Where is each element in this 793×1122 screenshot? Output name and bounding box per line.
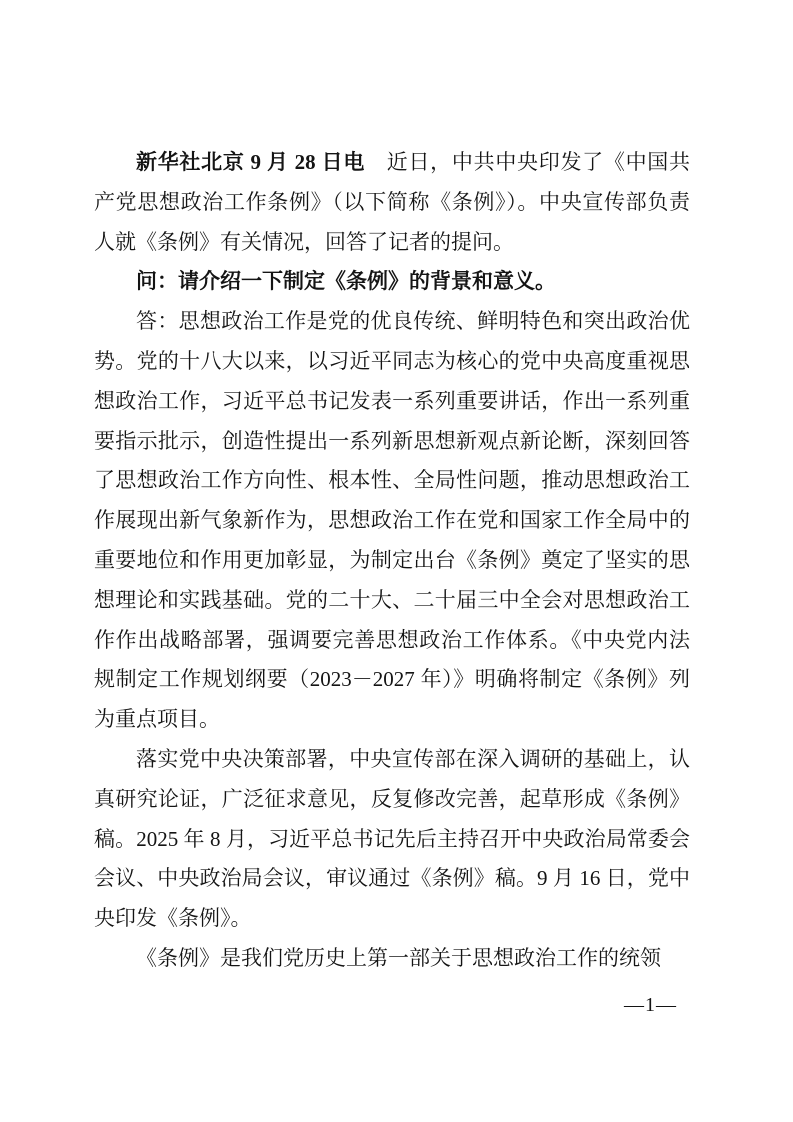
document-body <box>94 143 690 979</box>
dateline: 新华社北京 9 月 28 日电 <box>136 150 366 174</box>
page-number: —1— <box>624 994 677 1016</box>
answer-paragraph-background: 答：思想政治工作是党的优良传统、鲜明特色和突出政治优势。党的十八大以来，以习近平同志为核心的党中央高度重视思想政治工作，习近平总书记发表一系列重要讲话，作出一系列重要指示批示，创造性提出一系列新思想新观点新论断，深刻回答了思想政治工作方向性、根本性、全局性问题，推动思想政治工作展现出新气象新作为，思想政治工作在党和国家工作全局中的重要地位和作用更加彰显，为制定出台《条例》奠定了坚实的思想理论和实践基础。党的二十大、二十届三中全会对思想政治工作作出战略部署，强调要完善思想政治工作体系。《中央党内法规制定工作规划纲要（2023－2027 年）》明确将制定《条例》列为重点项目。 <box>94 309 690 732</box>
answer-paragraph-drafting: 落实党中央决策部署，中央宣传部在深入调研的基础上，认真研究论证，广泛征求意见，反复修改完善，起草形成《条例》稿。2025 年 8 月，习近平总书记先后主持召开中央政治局常委会会议、中央政治局会议，审议通过《条例》稿。9 月 16 日，党中央印发《条例》。 <box>94 746 690 931</box>
answer-paragraph-significance: 《条例》是我们党历史上第一部关于思想政治工作的统领 <box>136 945 661 970</box>
question-line: 问：请介绍一下制定《条例》的背景和意义。 <box>136 269 556 294</box>
intro-paragraph <box>94 143 690 262</box>
intro-text: 近日，中共中央印发了《中国共产党思想政治工作条例》（以下简称《条例》）。中央宣传部负责人就《条例》有关情况，回答了记者的提问。 <box>94 150 691 254</box>
